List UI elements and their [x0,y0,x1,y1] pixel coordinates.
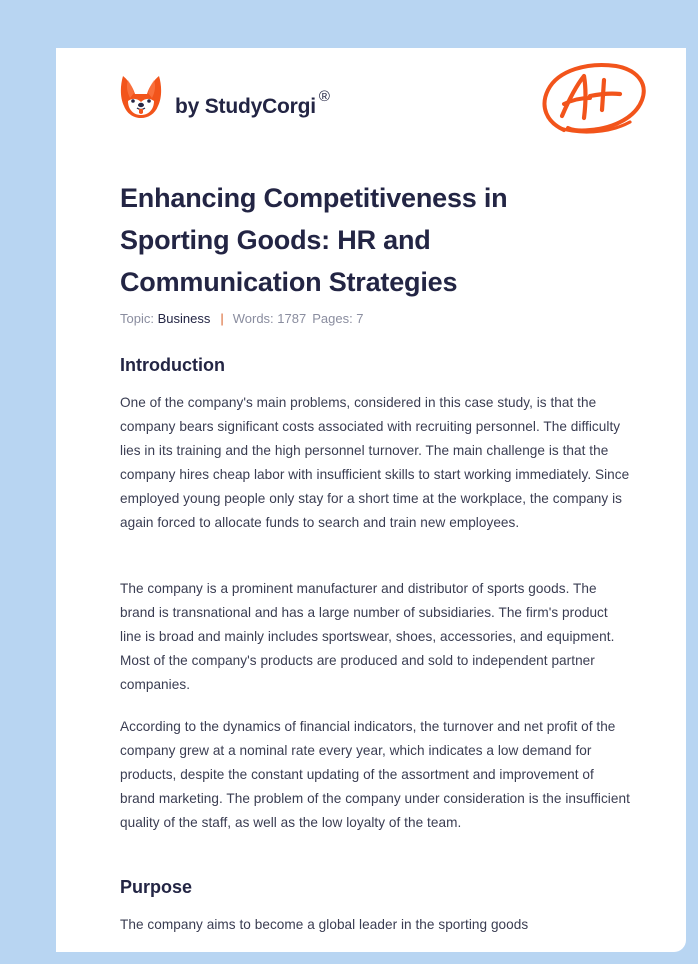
section-heading-purpose: Purpose [120,877,193,897]
studycorgi-logo[interactable] [120,74,330,120]
corgi-icon [120,74,162,120]
document-card [56,48,686,952]
registered-mark: ® [318,87,330,105]
meta-separator: | [220,311,224,326]
intro-paragraph-3: According to the dynamics of financial indicators, the turnover and net profit of the company grew at a nominal rate every year, which indicates a low demand for products, despite the constant updating of the assortment and improvement of brand marketing. The problem of the company under consideration is the insufficient quality of the staff, as well as the low loyalty of the team. [120,719,630,830]
word-count: Words: 1787 [232,311,307,326]
section-heading-introduction: Introduction [120,355,225,375]
intro-paragraph-1: One of the company's main problems, considered in this case study, is that the company bears significant costs associated with recruiting personnel. The difficulty lies in its training and the high personnel turnover. The main challenge is that the company hires cheap labor with insufficient skills to start working immediately. Since employed young people only stay for a short time at the workplace, the company is again forced to allocate funds to search and train new employees. [120,395,630,530]
brand-name: by StudyCorgi ® [175,87,330,118]
purpose-paragraph-1: The company aims to become a global leader in the sporting goods [120,917,529,932]
page-count: Pages: 7 [312,311,364,326]
a-plus-grade-icon [538,58,650,140]
intro-paragraph-2: The company is a prominent manufacturer and distributor of sports goods. The brand is transnational and has a large number of subsidiaries. The firm's product line is broad and mainly includes sportswear, shoes, accessories, and equipment. Most of the company's products are produced and sold to independent partner companies. [120,581,615,692]
topic-link[interactable]: Business [157,311,211,326]
topic-label: Topic: [120,311,154,326]
document-title: Enhancing Competitiveness in Sporting Goods: HR and Communication Strategies [120,183,508,297]
document-meta [120,311,364,326]
